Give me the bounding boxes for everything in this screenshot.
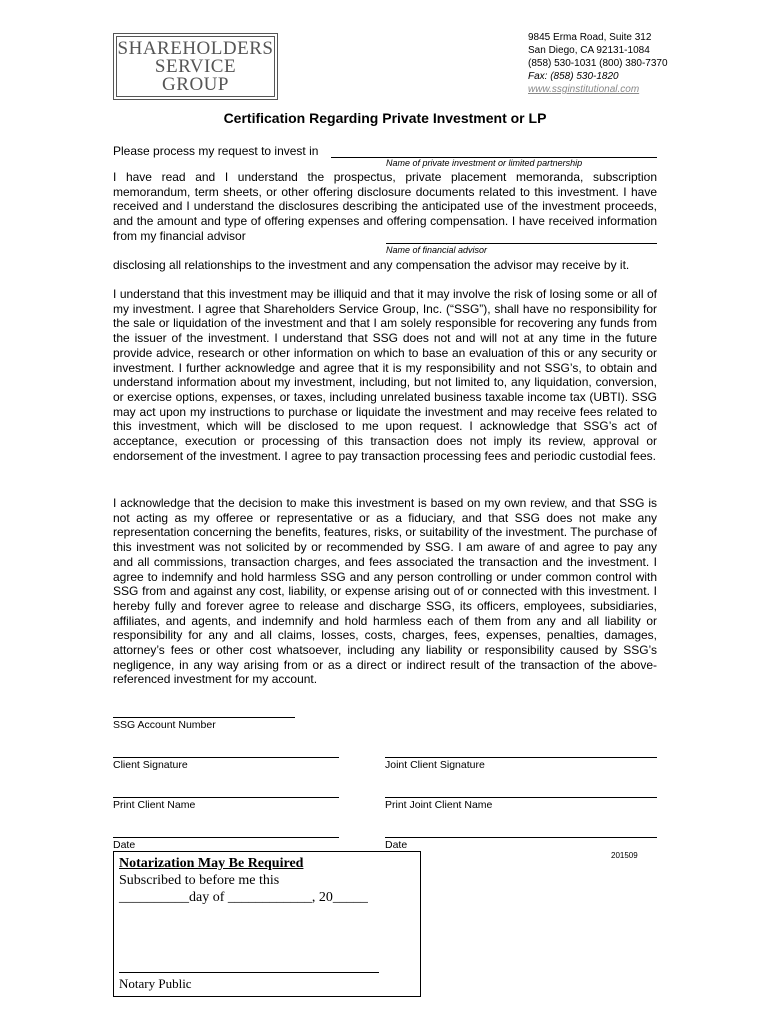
investment-name-caption: Name of private investment or limited partnership xyxy=(386,158,583,168)
print-client-name-label: Print Client Name xyxy=(113,799,196,811)
financial-advisor-caption: Name of financial advisor xyxy=(386,245,488,255)
print-joint-name-field[interactable] xyxy=(385,783,657,798)
document-title: Certification Regarding Private Investment or LP xyxy=(223,110,547,126)
notary-box xyxy=(113,851,421,997)
joint-signature-label: Joint Client Signature xyxy=(385,759,485,771)
joint-signature-field[interactable] xyxy=(385,743,657,758)
date-label: Date xyxy=(113,839,136,851)
joint-date-label: Date xyxy=(385,839,408,851)
financial-advisor-field[interactable] xyxy=(386,229,657,244)
address-street: 9845 Erma Road, Suite 312 xyxy=(528,32,652,43)
logo-text-line1: SHAREHOLDERS xyxy=(117,37,274,59)
paragraph-2: I understand that this investment may be illiquid and that it may involve the risk of losing some or all of my investment. I agree that Shareholders Service Group, Inc. (“SSG”), shall have no responsibility for the sale or liquidation of the investment and that I am solely responsible for recovering any funds from the issuer of the investment. I understand that SSG does not and will not at any time in the future provide advice, research or other information on which to base an evaluation of this or any security or investment. I further acknowledge and agree that it is my responsibility and not SSG’s, to obtain and understand information about my investment, including, but not limited to, any liquidation, conversion, or exercise options, expenses, or taxes, including unrelated business taxable income tax (UBTI). SSG may act upon my instructions to purchase or liquidate the investment and may receive fees related to this investment, which will be disclosed to me upon request. I acknowledge that SSG’s act of acceptance, execution or processing of this transaction does not imply its review, approval or endorsement of the investment. I agree to pay transaction processing fees and periodic custodial fees. xyxy=(113,287,657,463)
print-client-name-field[interactable] xyxy=(113,783,339,798)
paragraph-3: I acknowledge that the decision to make this investment is based on my own review, and that SSG is not acting as my offeree or representative or as a fiduciary, and that SSG does not make any representation concerning the benefits, features, risks, or suitability of the investment. The purchase of this investment was not solicited by or recommended by SSG. I am aware of and agree to pay any and all commissions, transaction charges, and fees associated the transaction and the investment. I agree to indemnify and hold harmless SSG and any person controlling or under common control with SSG from and against any cost, liability, or expense arising out of or connected with this investment. I hereby fully and forever agree to release and discharge SSG, its officers, employees, subsidiaries, affiliates, and agents, and indemnify and hold harmless each of them from any and all liability or responsibility for any and all claims, losses, costs, charges, fees, expenses, penalties, damages, attorney’s fees or other cost whatsoever, including any liability or responsibility caused by SSG’s negligence, in any way arising from or as a direct or indirect result of the transaction of the above-referenced investment for my account. xyxy=(113,496,657,687)
date-field[interactable] xyxy=(113,823,339,838)
notary-date-line[interactable]: __________day of ____________, 20_____ xyxy=(119,890,368,905)
account-number-label: SSG Account Number xyxy=(113,719,216,731)
form-code: 201509 xyxy=(611,851,638,860)
address-city: San Diego, CA 92131-1084 xyxy=(528,45,650,56)
request-prefix: Please process my request to invest in xyxy=(113,144,319,158)
print-joint-name-label: Print Joint Client Name xyxy=(385,799,493,811)
logo-text-line3: GROUP xyxy=(162,73,229,95)
joint-date-field[interactable] xyxy=(385,823,657,838)
account-number-field[interactable] xyxy=(113,703,295,718)
company-logo xyxy=(113,33,278,100)
paragraph-1: I have read and I understand the prospectus, private placement memoranda, subscription memorandum, term sheets, or other offering disclosure documents related to this investment. I have received and I understand the disclosures describing the anticipated use of the investment proceeds, and the amount and type of offering expenses and offering compensation. I have received information from my financial advisor xyxy=(113,170,657,243)
notary-subscribed-text: Subscribed to before me this xyxy=(119,873,280,888)
notary-public-label: Notary Public xyxy=(119,976,192,991)
client-signature-label: Client Signature xyxy=(113,759,188,771)
client-signature-field[interactable] xyxy=(113,743,339,758)
notary-title: Notarization May Be Required xyxy=(119,856,304,871)
address-fax: Fax: (858) 530-1820 xyxy=(528,71,619,82)
address-phone: (858) 530-1031 (800) 380-7370 xyxy=(528,58,668,69)
logo-text-line2: SERVICE xyxy=(154,55,237,77)
investment-name-field[interactable] xyxy=(331,143,657,158)
address-block xyxy=(528,31,668,96)
paragraph-1-end: disclosing all relationships to the investment and any compensation the advisor may receive by it. xyxy=(113,258,630,272)
address-website-link[interactable]: www.ssginstitutional.com xyxy=(528,84,640,95)
notary-signature-line[interactable] xyxy=(119,972,379,973)
